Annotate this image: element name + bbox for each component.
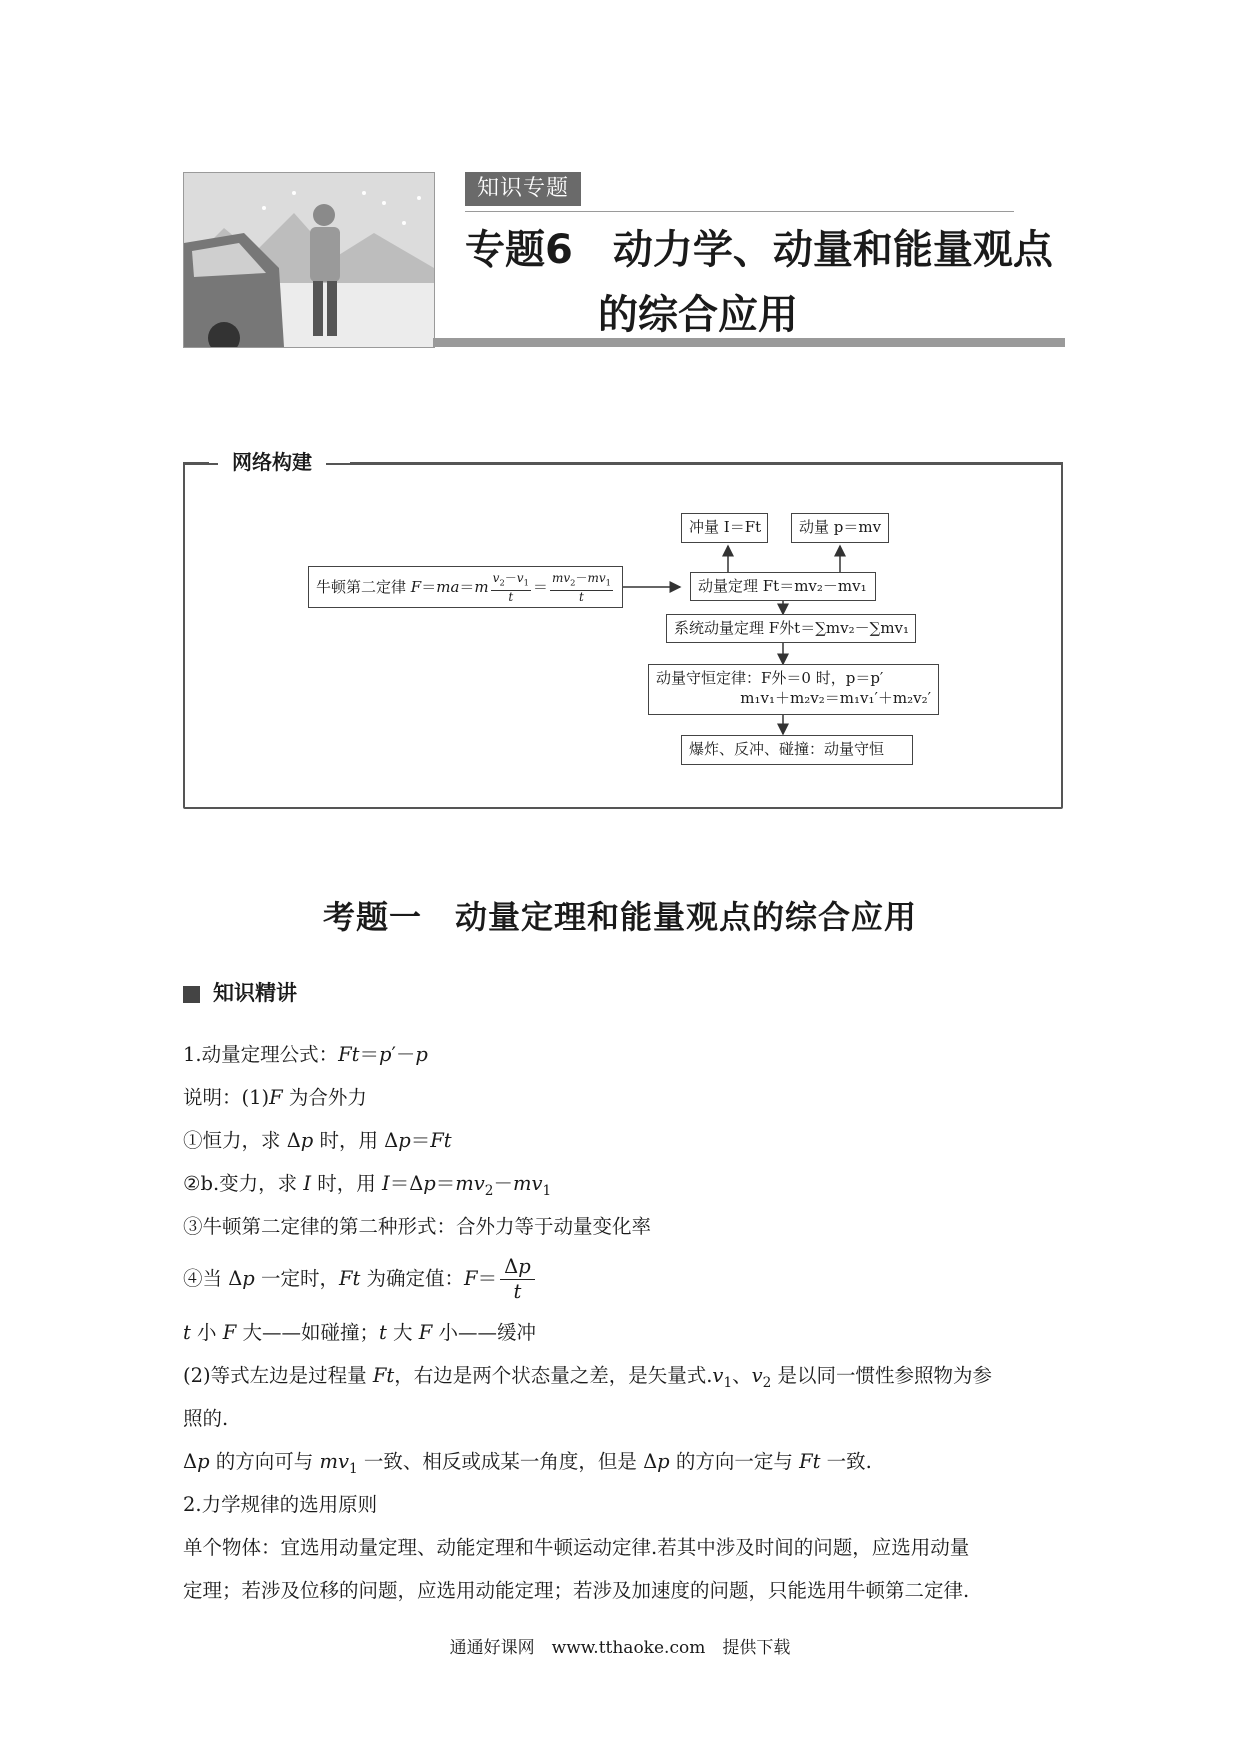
section-title: 考题一 动量定理和能量观点的综合应用 [322, 898, 917, 936]
text-line-9: 照的. [183, 1407, 229, 1430]
text-line-6: ④当 Δp 一定时，Ft 为确定值：F＝ $\frac{\Delta p}{t}$ [183, 1254, 1063, 1304]
knowledge-label: 知识精讲 [213, 981, 297, 1005]
network-heading: 网络构建 [218, 447, 326, 477]
l2-suffix: 为合外力 [282, 1086, 367, 1109]
newton-law-box: 牛顿第二定律 F＝ma＝m $\frac{v_2-v_1}{t}$ ＝ $\frac{mv_2-mv_1}{t}$ [308, 566, 623, 608]
page-title-line1: 专题6 动力学、动量和能量观点 [465, 227, 1053, 273]
momentum-theorem-text: 动量定理 Ft＝mv₂－mv₁ [698, 577, 867, 595]
momentum-theorem-box [690, 572, 876, 601]
l7-a: 小 [190, 1321, 223, 1344]
text-line-5: ③牛顿第二定律的第二种形式：合外力等于动量变化率 [183, 1215, 652, 1238]
l2-prefix: 说明：(1) [183, 1086, 270, 1109]
l10-e: 一致. [820, 1450, 872, 1473]
momentum-box [791, 513, 889, 543]
l6-prefix: ④当 Δ [183, 1267, 243, 1290]
l3-prefix: ①恒力，求 Δ [183, 1129, 301, 1152]
momentum-text: 动量 p＝mv [799, 518, 882, 536]
applications-box [681, 735, 913, 765]
text-line-10: Δp 的方向可与 $mv_1$ 一致、相反或成某一角度，但是 Δp 的方向一定与 Ft 一致. [183, 1450, 872, 1477]
page-title-line2: 的综合应用 [598, 292, 798, 338]
applications-text: 爆炸、反冲、碰撞：动量守恒 [689, 740, 885, 758]
system-theorem-box [666, 614, 916, 643]
l6-suffix: 为确定值： [360, 1267, 465, 1290]
text-line-2: 说明：(1)F 为合外力 [183, 1086, 367, 1109]
text-line-3: ①恒力，求 Δp 时，用 Δp＝Ft [183, 1129, 452, 1152]
newton-law-label: 牛顿第二定律 [316, 578, 407, 596]
l8-d: 是以同一惯性参照物为参 [771, 1364, 993, 1387]
impulse-box [681, 513, 768, 543]
l7-b: 大——如碰撞； [236, 1321, 379, 1344]
text-line-8: (2)等式左边是过程量 Ft，右边是两个状态量之差，是矢量式$.v_1$、$v_2$ 是以同一惯性参照物为参 [183, 1364, 993, 1391]
l8-c: 、 [732, 1364, 752, 1387]
text-line-4: ②b.变力，求 I 时，用 $I=\Delta p=mv_2-mv_1$ [183, 1172, 552, 1199]
conservation-line1: 动量守恒定律：F外＝0 时，p＝p′ [656, 669, 884, 687]
l1-prefix: 1.动量定理公式： [183, 1043, 339, 1066]
conservation-line2: m₁v₁＋m₂v₂＝m₁v₁′＋m₂v₂′ [740, 688, 931, 707]
l3-mid: 时，用 Δ [313, 1129, 399, 1152]
text-line-11: 2.力学规律的选用原则 [183, 1493, 378, 1516]
text-line-7: t 小 F 大——如碰撞；t 大 F 小——缓冲 [183, 1321, 536, 1344]
l7-d: 小——缓冲 [432, 1321, 536, 1344]
l4-prefix: ②b.变力，求 [183, 1172, 304, 1195]
l4-mid: 时，用 [311, 1172, 382, 1195]
l10-a: Δ [183, 1450, 198, 1473]
page-footer: 通通好课网 www.tthaoke.com 提供下载 [449, 1638, 791, 1658]
l7-c: 大 [386, 1321, 419, 1344]
l8-a: (2)等式左边是过程量 [183, 1364, 373, 1387]
l8-b: ，右边是两个状态量之差，是矢量式. [394, 1364, 713, 1387]
l10-c: 一致、相反或成某一角度，但是 Δ [357, 1450, 658, 1473]
l10-b: 的方向可与 [209, 1450, 320, 1473]
l6-mid: 一定时， [254, 1267, 339, 1290]
conservation-box [648, 664, 939, 715]
impulse-text: 冲量 I＝Ft [689, 518, 762, 536]
text-line-12: 单个物体：宜选用动量定理、动能定理和牛顿运动定律.若其中涉及时间的问题，应选用动量 [183, 1536, 970, 1559]
system-theorem-text: 系统动量定理 F外t＝∑mv₂－∑mv₁ [674, 619, 910, 637]
knowledge-square-icon [183, 986, 200, 1003]
text-line-13: 定理；若涉及位移的问题，应选用动能定理；若涉及加速度的问题，只能选用牛顿第二定律. [183, 1579, 970, 1602]
text-line-1: 1.动量定理公式：Ft＝p′－p [183, 1043, 428, 1066]
l10-d: 的方向一定与 [669, 1450, 800, 1473]
section-tag: 知识专题 [465, 172, 581, 206]
